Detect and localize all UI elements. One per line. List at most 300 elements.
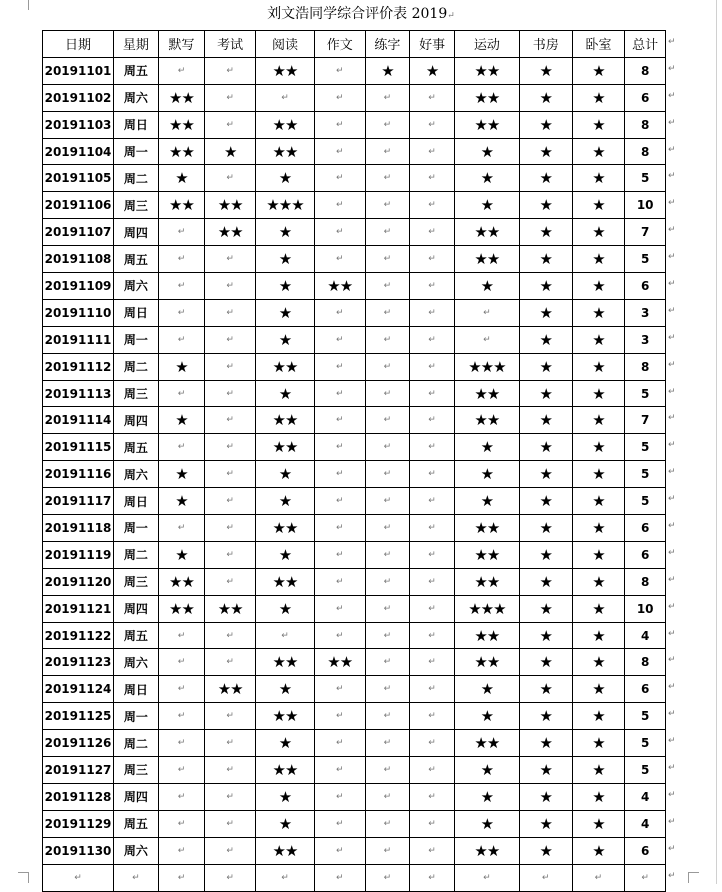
table-cell: ★★ xyxy=(256,837,315,864)
table-cell: ↵ xyxy=(314,864,365,891)
table-cell: ↵ xyxy=(158,810,205,837)
table-row xyxy=(43,488,666,515)
table-cell: ★★ xyxy=(205,595,256,622)
table-cell: ★ xyxy=(572,837,625,864)
table-cell: 8 xyxy=(625,649,666,676)
table-cell: ↵ xyxy=(365,568,410,595)
table-cell: 20191102 xyxy=(43,84,114,111)
table-cell: ↵ xyxy=(314,57,365,84)
table-cell: ↵ xyxy=(410,273,455,300)
table-cell: ↵ xyxy=(454,864,519,891)
table-cell: ↵ xyxy=(410,380,455,407)
table-row xyxy=(43,273,666,300)
table-row xyxy=(43,783,666,810)
table-cell: ★ xyxy=(158,407,205,434)
table-cell: ↵ xyxy=(158,757,205,784)
table-cell: ↵ xyxy=(365,837,410,864)
table-row xyxy=(43,461,666,488)
table-cell: ★ xyxy=(572,810,625,837)
table-cell: ★ xyxy=(519,299,572,326)
table-cell: ↵ xyxy=(314,515,365,542)
table-cell: ★ xyxy=(454,810,519,837)
table-cell: ★ xyxy=(519,326,572,353)
table-cell: ★ xyxy=(572,461,625,488)
table-cell: ↵ xyxy=(158,326,205,353)
table-cell: 20191127 xyxy=(43,757,114,784)
table-cell: 周四 xyxy=(114,595,159,622)
table-cell: ★★★ xyxy=(256,192,315,219)
table-cell: 周一 xyxy=(114,515,159,542)
table-cell: ★★ xyxy=(158,595,205,622)
table-cell: ↵ xyxy=(365,84,410,111)
table-cell: ↵ xyxy=(410,299,455,326)
table-cell: ↵ xyxy=(365,676,410,703)
table-cell: ↵ xyxy=(410,730,455,757)
row-end-mark: ↵ xyxy=(668,252,676,263)
table-cell: 周六 xyxy=(114,649,159,676)
table-cell: ↵ xyxy=(410,622,455,649)
paragraph-mark: ↵ xyxy=(447,11,455,21)
table-cell: ★ xyxy=(572,380,625,407)
table-cell: ★★ xyxy=(256,757,315,784)
table-cell: ★ xyxy=(572,111,625,138)
table-cell: ★ xyxy=(572,757,625,784)
table-cell: ↵ xyxy=(158,219,205,246)
table-cell: ★ xyxy=(158,541,205,568)
table-cell: ↵ xyxy=(205,165,256,192)
table-cell: ↵ xyxy=(365,138,410,165)
table-cell: ↵ xyxy=(454,326,519,353)
column-header: 总计 xyxy=(625,31,666,58)
column-header: 星期 xyxy=(114,31,159,58)
table-row xyxy=(43,246,666,273)
row-end-mark: ↵ xyxy=(668,574,676,585)
table-cell: ↵ xyxy=(314,810,365,837)
table-cell: 20191103 xyxy=(43,111,114,138)
table-cell: 20191101 xyxy=(43,57,114,84)
table-cell: ★ xyxy=(256,219,315,246)
table-cell: ★ xyxy=(572,595,625,622)
table-cell: 周三 xyxy=(114,757,159,784)
table-row xyxy=(43,757,666,784)
table-cell: 20191113 xyxy=(43,380,114,407)
title-text: 刘文浩同学综合评价表 2019 xyxy=(267,6,448,22)
table-cell: 5 xyxy=(625,380,666,407)
table-cell: 3 xyxy=(625,299,666,326)
table-cell: 周日 xyxy=(114,676,159,703)
table-cell: ↵ xyxy=(365,488,410,515)
table-cell: 20191125 xyxy=(43,703,114,730)
table-cell: ★ xyxy=(572,541,625,568)
table-cell: ↵ xyxy=(365,595,410,622)
evaluation-table xyxy=(42,30,666,892)
table-cell: ★ xyxy=(519,810,572,837)
table-cell: 周日 xyxy=(114,111,159,138)
table-cell: ↵ xyxy=(314,837,365,864)
table-cell: 6 xyxy=(625,541,666,568)
column-header: 阅读 xyxy=(256,31,315,58)
table-cell: ★★★ xyxy=(454,353,519,380)
table-cell: 20191115 xyxy=(43,434,114,461)
table-cell: ↵ xyxy=(314,595,365,622)
table-cell: ★ xyxy=(572,299,625,326)
table-cell: ↵ xyxy=(365,273,410,300)
table-cell: 周六 xyxy=(114,461,159,488)
table-cell: ★ xyxy=(572,192,625,219)
table-cell: ↵ xyxy=(205,380,256,407)
table-cell: 20191119 xyxy=(43,541,114,568)
table-cell: ★ xyxy=(454,703,519,730)
table-cell: ↵ xyxy=(365,461,410,488)
table-cell: 6 xyxy=(625,273,666,300)
row-end-mark: ↵ xyxy=(668,682,676,693)
table-cell: 20191110 xyxy=(43,299,114,326)
table-cell: 周四 xyxy=(114,219,159,246)
table-cell: ★★ xyxy=(314,273,365,300)
table-cell: ★ xyxy=(454,488,519,515)
table-cell: ★★ xyxy=(454,568,519,595)
table-cell: 4 xyxy=(625,783,666,810)
table-cell: ↵ xyxy=(205,622,256,649)
table-cell: ↵ xyxy=(205,84,256,111)
table-cell: ★ xyxy=(572,353,625,380)
column-header: 默写 xyxy=(158,31,205,58)
table-cell: 8 xyxy=(625,568,666,595)
table-cell: ↵ xyxy=(158,783,205,810)
table-cell: ↵ xyxy=(158,515,205,542)
table-cell: ★★ xyxy=(454,407,519,434)
table-cell: 8 xyxy=(625,353,666,380)
table-cell: 10 xyxy=(625,595,666,622)
table-cell: ↵ xyxy=(158,434,205,461)
row-end-mark: ↵ xyxy=(668,440,676,451)
table-cell: 周五 xyxy=(114,810,159,837)
table-cell: ★★ xyxy=(256,353,315,380)
table-cell: 周六 xyxy=(114,273,159,300)
row-end-mark: ↵ xyxy=(668,171,676,182)
table-cell: ★ xyxy=(256,783,315,810)
table-cell: ↵ xyxy=(365,380,410,407)
row-end-mark: ↵ xyxy=(668,413,676,424)
table-cell: ★ xyxy=(256,461,315,488)
table-cell: ↵ xyxy=(365,541,410,568)
column-header: 书房 xyxy=(519,31,572,58)
table-cell: ★ xyxy=(519,192,572,219)
table-cell: 20191126 xyxy=(43,730,114,757)
table-cell: ↵ xyxy=(410,810,455,837)
table-cell: ↵ xyxy=(114,864,159,891)
table-cell: ★ xyxy=(256,676,315,703)
table-cell: ★ xyxy=(572,568,625,595)
table-cell: ★★ xyxy=(314,649,365,676)
table-row xyxy=(43,84,666,111)
row-end-mark: ↵ xyxy=(668,816,676,827)
column-header: 练字 xyxy=(365,31,410,58)
table-cell: 7 xyxy=(625,219,666,246)
table-cell: ★ xyxy=(454,783,519,810)
row-end-mark: ↵ xyxy=(668,655,676,666)
table-row xyxy=(43,380,666,407)
table-cell: ★ xyxy=(572,434,625,461)
table-cell: ★ xyxy=(572,515,625,542)
table-cell: ★ xyxy=(256,299,315,326)
table-cell: ★ xyxy=(519,353,572,380)
table-cell: 5 xyxy=(625,703,666,730)
table-cell: ★ xyxy=(454,757,519,784)
table-cell: 20191112 xyxy=(43,353,114,380)
table-cell: 5 xyxy=(625,461,666,488)
table-cell: ★ xyxy=(519,515,572,542)
table-row xyxy=(43,864,666,891)
table-cell: ↵ xyxy=(314,568,365,595)
table-cell: 20191108 xyxy=(43,246,114,273)
table-cell: ↵ xyxy=(205,57,256,84)
table-cell: ★ xyxy=(519,649,572,676)
table-cell: ★★ xyxy=(454,541,519,568)
table-cell: ★★ xyxy=(158,192,205,219)
table-cell: 20191123 xyxy=(43,649,114,676)
table-cell: 周五 xyxy=(114,246,159,273)
table-cell: ↵ xyxy=(410,246,455,273)
column-header: 作文 xyxy=(314,31,365,58)
table-cell: ↵ xyxy=(454,299,519,326)
table-row xyxy=(43,595,666,622)
table-cell: ↵ xyxy=(314,434,365,461)
table-cell: 20191130 xyxy=(43,837,114,864)
row-end-mark: ↵ xyxy=(668,843,676,854)
table-cell: 7 xyxy=(625,407,666,434)
table-cell: ↵ xyxy=(314,541,365,568)
table-row xyxy=(43,57,666,84)
table-cell: ↵ xyxy=(314,380,365,407)
table-cell: ★★ xyxy=(454,380,519,407)
table-cell: ↵ xyxy=(365,622,410,649)
table-cell: 8 xyxy=(625,111,666,138)
table-cell: ↵ xyxy=(256,84,315,111)
table-body xyxy=(43,57,666,891)
table-cell: 周一 xyxy=(114,326,159,353)
table-cell: ↵ xyxy=(205,434,256,461)
table-cell: ↵ xyxy=(205,461,256,488)
table-cell: 6 xyxy=(625,837,666,864)
table-cell: ↵ xyxy=(205,703,256,730)
column-header: 卧室 xyxy=(572,31,625,58)
row-end-mark: ↵ xyxy=(668,736,676,747)
table-cell: ★ xyxy=(158,488,205,515)
table-cell: ↵ xyxy=(410,568,455,595)
table-cell: ★ xyxy=(519,488,572,515)
table-cell: ↵ xyxy=(410,138,455,165)
table-row xyxy=(43,219,666,246)
table-cell: ↵ xyxy=(205,810,256,837)
table-cell: 6 xyxy=(625,515,666,542)
table-cell: ★★ xyxy=(256,649,315,676)
table-cell: 周六 xyxy=(114,84,159,111)
table-cell: ↵ xyxy=(314,165,365,192)
table-cell: 20191120 xyxy=(43,568,114,595)
table-cell: ★★ xyxy=(454,515,519,542)
page-corner-mark-bottom-left xyxy=(18,872,29,883)
table-cell: ★ xyxy=(519,246,572,273)
row-end-mark: ↵ xyxy=(668,36,676,47)
table-cell: ↵ xyxy=(365,246,410,273)
table-cell: ↵ xyxy=(410,649,455,676)
table-cell: ↵ xyxy=(314,461,365,488)
table-cell: 20191114 xyxy=(43,407,114,434)
table-cell: ↵ xyxy=(314,219,365,246)
table-cell: ↵ xyxy=(519,864,572,891)
table-cell: ★★ xyxy=(256,515,315,542)
table-cell: ↵ xyxy=(410,326,455,353)
table-cell: 周三 xyxy=(114,568,159,595)
table-cell: ★ xyxy=(519,219,572,246)
row-end-mark: ↵ xyxy=(668,117,676,128)
table-row xyxy=(43,837,666,864)
table-cell: ↵ xyxy=(365,757,410,784)
table-cell: 20191121 xyxy=(43,595,114,622)
table-cell: 周一 xyxy=(114,138,159,165)
table-cell: ★ xyxy=(519,111,572,138)
table-cell: 4 xyxy=(625,810,666,837)
column-header: 考试 xyxy=(205,31,256,58)
table-cell: ★ xyxy=(365,57,410,84)
table-cell: 20191107 xyxy=(43,219,114,246)
table-cell: ↵ xyxy=(314,192,365,219)
table-cell: ↵ xyxy=(365,783,410,810)
table-cell: ★★★ xyxy=(454,595,519,622)
table-cell: ★ xyxy=(572,730,625,757)
table-cell: 20191116 xyxy=(43,461,114,488)
row-end-mark: ↵ xyxy=(668,762,676,773)
table-cell: ↵ xyxy=(365,703,410,730)
table-row xyxy=(43,568,666,595)
table-row xyxy=(43,299,666,326)
table-cell: ↵ xyxy=(314,757,365,784)
table-cell: ★★ xyxy=(454,111,519,138)
row-end-mark: ↵ xyxy=(668,278,676,289)
table-cell: ↵ xyxy=(410,837,455,864)
table-cell: ↵ xyxy=(158,649,205,676)
table-cell: ↵ xyxy=(205,837,256,864)
table-cell: ↵ xyxy=(205,864,256,891)
table-cell: ↵ xyxy=(365,219,410,246)
table-cell: ↵ xyxy=(205,757,256,784)
table-cell: 周一 xyxy=(114,703,159,730)
table-cell: ★★ xyxy=(454,622,519,649)
table-cell: ★ xyxy=(519,730,572,757)
table-cell: ↵ xyxy=(365,407,410,434)
table-row xyxy=(43,622,666,649)
table-cell: ★ xyxy=(519,84,572,111)
table-cell: ↵ xyxy=(410,353,455,380)
table-cell: ★ xyxy=(519,461,572,488)
table-cell: ★ xyxy=(572,622,625,649)
table-cell: ★ xyxy=(519,165,572,192)
table-cell: ★ xyxy=(519,407,572,434)
table-cell: 周五 xyxy=(114,434,159,461)
table-cell: ★ xyxy=(519,837,572,864)
table-cell: ↵ xyxy=(205,407,256,434)
table-cell: ★ xyxy=(572,783,625,810)
table-cell: ↵ xyxy=(365,434,410,461)
table-cell: ↵ xyxy=(365,165,410,192)
table-cell: ★★ xyxy=(158,568,205,595)
table-cell: ↵ xyxy=(314,488,365,515)
table-cell: ★★ xyxy=(256,138,315,165)
table-cell: ★ xyxy=(572,407,625,434)
table-cell: ↵ xyxy=(314,111,365,138)
table-cell: ★ xyxy=(410,57,455,84)
table-cell: ↵ xyxy=(314,246,365,273)
table-cell: ↵ xyxy=(572,864,625,891)
table-cell: ↵ xyxy=(314,783,365,810)
table-cell: ★★ xyxy=(454,84,519,111)
table-cell: ↵ xyxy=(410,595,455,622)
table-cell: ↵ xyxy=(256,622,315,649)
table-cell: 周二 xyxy=(114,730,159,757)
table-cell: ↵ xyxy=(256,864,315,891)
table-cell: ↵ xyxy=(410,488,455,515)
row-end-mark: ↵ xyxy=(668,332,676,343)
table-cell: ↵ xyxy=(410,192,455,219)
table-cell: ↵ xyxy=(314,138,365,165)
table-cell: ★ xyxy=(519,380,572,407)
table-cell: 5 xyxy=(625,488,666,515)
table-cell: 周二 xyxy=(114,541,159,568)
table-cell: ↵ xyxy=(314,353,365,380)
table-cell: ↵ xyxy=(205,353,256,380)
table-cell: ↵ xyxy=(410,757,455,784)
table-cell: ★ xyxy=(454,434,519,461)
table-cell: ★ xyxy=(519,273,572,300)
row-end-mark: ↵ xyxy=(668,628,676,639)
table-cell: ★★ xyxy=(256,434,315,461)
table-cell: ★★ xyxy=(256,703,315,730)
table-cell: 5 xyxy=(625,757,666,784)
table-cell: ★ xyxy=(519,568,572,595)
table-cell: ★ xyxy=(519,57,572,84)
table-cell: ★ xyxy=(454,461,519,488)
table-cell: 周二 xyxy=(114,165,159,192)
row-end-mark: ↵ xyxy=(668,494,676,505)
table-cell: 周四 xyxy=(114,407,159,434)
table-cell: ★ xyxy=(519,138,572,165)
table-cell: ★ xyxy=(454,676,519,703)
table-cell: ↵ xyxy=(365,299,410,326)
table-row xyxy=(43,165,666,192)
table-cell: ★ xyxy=(519,622,572,649)
table-cell: 周日 xyxy=(114,488,159,515)
table-cell: ★ xyxy=(572,138,625,165)
table-cell: ★ xyxy=(572,649,625,676)
table-cell: ↵ xyxy=(365,864,410,891)
table-cell: ↵ xyxy=(314,676,365,703)
table-cell: ★ xyxy=(572,273,625,300)
table-cell: ↵ xyxy=(158,273,205,300)
row-end-mark: ↵ xyxy=(668,63,676,74)
table-cell: 20191128 xyxy=(43,783,114,810)
table-cell: ↵ xyxy=(314,326,365,353)
table-cell: ↵ xyxy=(43,864,114,891)
table-cell: ↵ xyxy=(365,192,410,219)
table-cell: ★★ xyxy=(454,219,519,246)
page-corner-mark-bottom-right xyxy=(688,872,699,883)
table-cell: ↵ xyxy=(314,622,365,649)
row-end-mark: ↵ xyxy=(668,467,676,478)
table-cell: ↵ xyxy=(410,434,455,461)
table-cell: ↵ xyxy=(158,730,205,757)
table-cell: ★ xyxy=(519,676,572,703)
